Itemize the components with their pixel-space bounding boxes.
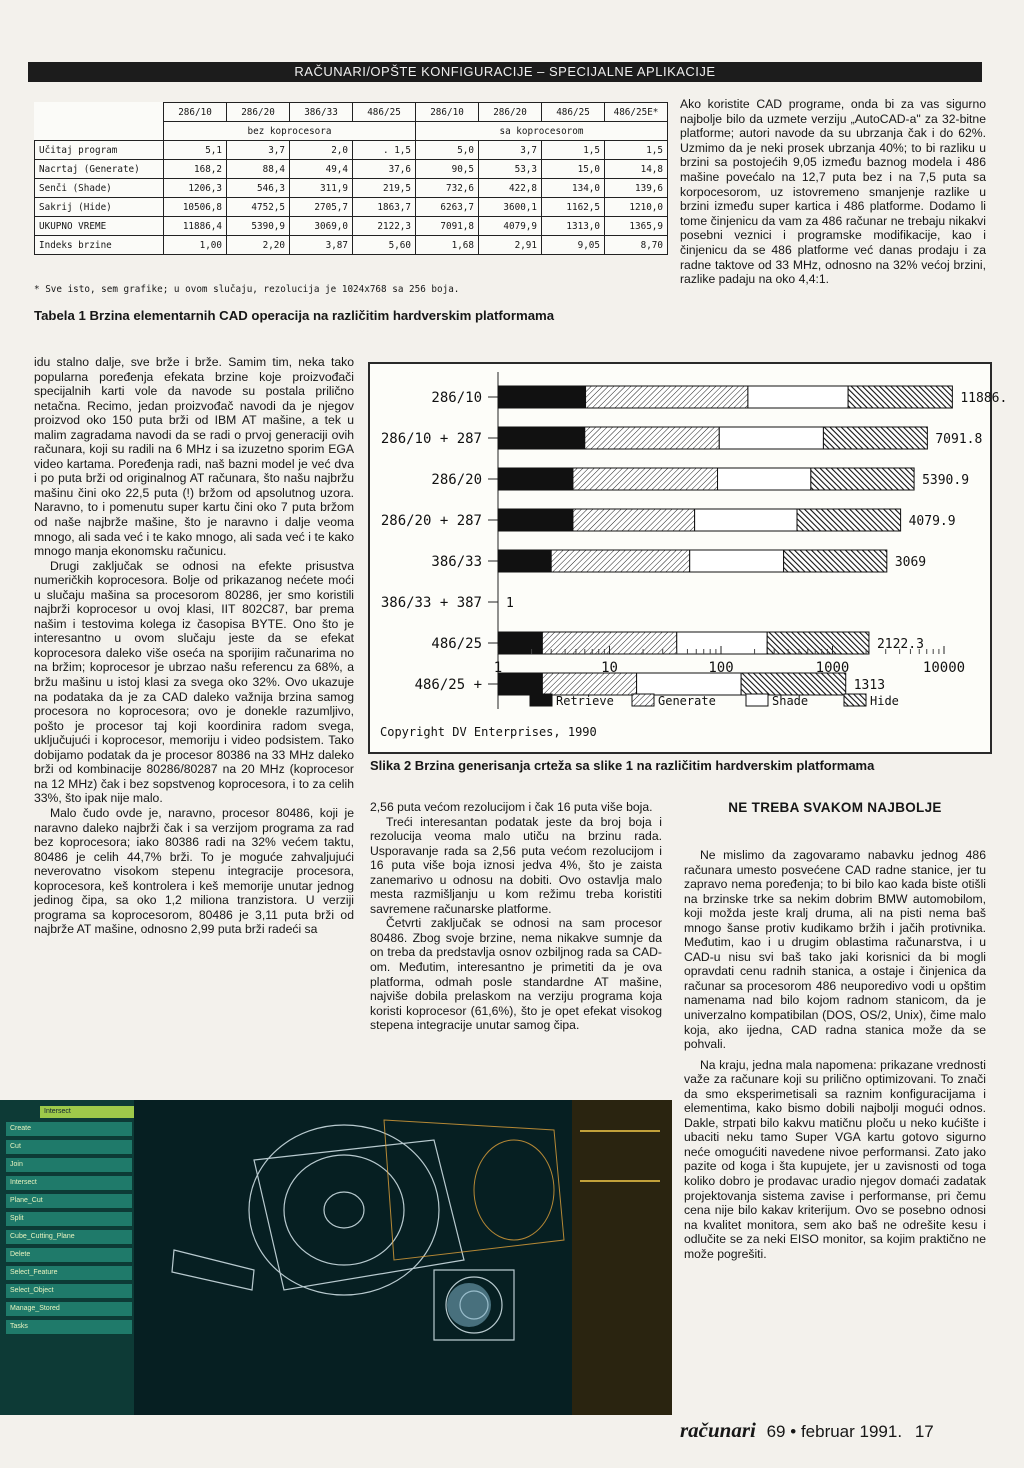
- col-header: 286/10: [416, 103, 479, 122]
- bar-segment-hide: [797, 509, 901, 531]
- bar-segment-retrieve: [498, 386, 586, 408]
- category-label: 286/20: [431, 472, 482, 488]
- table-cell: 8,70: [605, 236, 668, 255]
- bar-segment-generate: [542, 673, 636, 695]
- table-cell: 2,20: [227, 236, 290, 255]
- table-cell: 732,6: [416, 179, 479, 198]
- cad-menu-item: Cube_Cutting_Plane: [6, 1230, 132, 1245]
- row-label: Indeks brzine: [35, 236, 164, 255]
- table-cell: 219,5: [353, 179, 416, 198]
- table-cell: 10506,8: [164, 198, 227, 217]
- table-row: [35, 160, 668, 179]
- bar-segment-generate: [585, 427, 720, 449]
- col-header: 486/25E*: [605, 103, 668, 122]
- table-cell: 3600,1: [479, 198, 542, 217]
- col-header: 486/25: [542, 103, 605, 122]
- x-tick-label: 1: [493, 660, 503, 676]
- section-header-bar: RAČUNARI/OPŠTE KONFIGURACIJE – SPECIJALNE APLIKACIJE: [28, 62, 982, 82]
- table-cell: 5,0: [416, 141, 479, 160]
- legend-label: Retrieve: [556, 694, 614, 708]
- table-row: [35, 236, 668, 255]
- table-cell: 1162,5: [542, 198, 605, 217]
- legend-swatch-shade: [746, 694, 768, 706]
- bar-segment-shade: [677, 632, 767, 654]
- right-column: [684, 848, 986, 1261]
- right-top-paragraph: Ako koristite CAD programe, onda bi za vas sigurno najbolje bilo da uzmete verziju „AutoCAD-a" za 32-bitne platforme; autori navode da su ubrzanja čak i do 62%. Uzmimo da je neki prosek ubrzanja 40%; to bi razliku u brzini sa postojećih 9,05 između baznog modela i 486 mašine povećalo na 12,7 puta bez i na 7,5 puta sa korpocesorom, uz istovremeno smanjenje razlike u brzini između super kartica i 486 platforme. Dodamo li tome činjenicu da vam za 486 računar ne trebaju nikakvi posebni veznici i programske modifikacije, kao i činjenicu da se 486 platforme već danas prodaju i za radne taktove od 33 MHz, odnosno na 32% većoj brzini, razlike padaju na oko 4,4:1.: [680, 97, 986, 287]
- total-label: 5390.9: [922, 473, 970, 488]
- table-cell: 3,87: [290, 236, 353, 255]
- bar-segment-hide: [784, 550, 887, 572]
- col-header: 286/20: [479, 103, 542, 122]
- table-cell: . 1,5: [353, 141, 416, 160]
- table-cell: 1210,0: [605, 198, 668, 217]
- cad-menu-item: Manage_Stored: [6, 1302, 132, 1317]
- legend-swatch-retrieve: [530, 694, 552, 706]
- table-cell: 5,1: [164, 141, 227, 160]
- bar-segment-retrieve: [498, 509, 573, 531]
- row-label: UKUPNO VREME: [35, 217, 164, 236]
- total-label: 3069: [894, 555, 927, 570]
- cad-menu-item: Select_Object: [6, 1284, 132, 1299]
- col-header: 286/20: [227, 103, 290, 122]
- col-header: 486/25: [353, 103, 416, 122]
- table-cell: 1863,7: [353, 198, 416, 217]
- table-cell: 90,5: [416, 160, 479, 179]
- cad-menu-top: Intersect: [40, 1106, 134, 1118]
- issue-date: februar 1991.: [800, 1422, 903, 1441]
- table-cell: 88,4: [227, 160, 290, 179]
- table-cell: 5390,9: [227, 217, 290, 236]
- total-label: 1313: [853, 678, 886, 693]
- legend-label: Shade: [772, 694, 809, 708]
- legend-swatch-hide: [844, 694, 866, 706]
- cad-drawing: [134, 1100, 672, 1415]
- table-cell: 53,3: [479, 160, 542, 179]
- bar-chart: [370, 364, 1008, 752]
- cad-menu-item: Join: [6, 1158, 132, 1173]
- table-cell: 1206,3: [164, 179, 227, 198]
- table-cell: 311,9: [290, 179, 353, 198]
- bar-chart-frame: [368, 362, 1008, 754]
- bar-segment-generate: [551, 550, 690, 572]
- table-cell: 11886,4: [164, 217, 227, 236]
- table-cell: 1313,0: [542, 217, 605, 236]
- table-footnote: * Sve isto, sem grafike; u ovom slučaju, rezolucija je 1024x768 sa 256 boja.: [34, 284, 460, 295]
- table-cell: 422,8: [479, 179, 542, 198]
- table-cell: 2705,7: [290, 198, 353, 217]
- bar-segment-retrieve: [498, 550, 551, 572]
- total-label: 11886.: [960, 391, 1008, 406]
- cad-menu-item: Select_Feature: [6, 1266, 132, 1281]
- table-cell: 14,8: [605, 160, 668, 179]
- table-caption: Tabela 1 Brzina elementarnih CAD operacija na različitim hardverskim platformama: [34, 308, 555, 323]
- legend-label: Generate: [658, 694, 716, 708]
- bar-segment-retrieve: [498, 632, 542, 654]
- col-header: 286/10: [164, 103, 227, 122]
- middle-paragraph: 2,56 puta većom rezolucijom i čak 16 puta više boja.: [370, 800, 653, 814]
- row-label: Sakrij (Hide): [35, 198, 164, 217]
- total-label: 4079.9: [908, 514, 956, 529]
- bar-segment-hide: [823, 427, 927, 449]
- cad-menu-item: Tasks: [6, 1320, 132, 1335]
- table-cell: 1365,9: [605, 217, 668, 236]
- legend-swatch-generate: [632, 694, 654, 706]
- table-cell: 168,2: [164, 160, 227, 179]
- category-label: 386/33: [431, 554, 482, 570]
- category-label: 286/10: [431, 390, 482, 406]
- table-cell: 49,4: [290, 160, 353, 179]
- bar-segment-shade: [748, 386, 848, 408]
- cad-menu-item: Delete: [6, 1248, 132, 1263]
- cad-menu-item: Cut: [6, 1140, 132, 1155]
- section-heading: NE TREBA SVAKOM NAJBOLJE: [728, 800, 942, 815]
- bar-segment-generate: [586, 386, 748, 408]
- middle-column: [370, 800, 662, 1033]
- speed-table: [34, 102, 668, 255]
- x-tick-label: 1000: [815, 660, 850, 676]
- left-paragraph: Drugi zaključak se odnosi na efekte prisustva numeričkih koprocesora. Bolje od prikazanog nećete moći u slučaju mašina sa procesorom 80286, jer smo koristili najbrži koprocesor u ovoj klasi, IIT 802C87, bar prema našim i testovima kolega iz časopisa BYTE. Ono što je interesantno u ovom slučaju jeste da se efekat koprocesora daleko više oseća na sporijim računarima no na bržim; koprocesor je ubrzao našu referencu za 68%, a bržu mašinu u istoj klasi za svega oko 32%. Ovo ukazuje na podataka da je za CAD daleko važnija brzina samog procesora no koprocesora; ovo je donekle razumljivo, pošto je procesor taj koji koordinira radom svega, uključujući i koprocesor, memoriju i video podsistem. Tako dobijamo podatak da je procesor 80386 na 33 MHz daleko brži od kombinacije 80286/80287 na 20 MHz (koprocesor na 12 MHz) čak i bez sopstvenog koprocesora, i to za celih 33%, što ipak nije malo.: [34, 558, 354, 806]
- x-tick-label: 10: [601, 660, 618, 676]
- table-cell: 3069,0: [290, 217, 353, 236]
- bar-segment-hide: [741, 673, 846, 695]
- middle-paragraph: Treći interesantan podatak jeste da broj boja i rezolucija veoma malo utiču na brzinu rada. Usporavanje rada sa 2,56 puta većom rezolucijom i 16 puta više boja iznosi jedva 4%, što je zaista zanemarivo u odnosu na dobiti. Ovo ostavlja malo mesta razmišljanju u kom režimu treba koristiti savremene računarske platforme.: [370, 814, 662, 916]
- bar-segment-shade: [718, 468, 811, 490]
- category-label: 286/20 + 287: [380, 513, 482, 529]
- cad-menu-item: Plane_Cut: [6, 1194, 132, 1209]
- bar-segment-shade: [690, 550, 784, 572]
- table-row: [35, 179, 668, 198]
- table-cell: 134,0: [542, 179, 605, 198]
- cad-menu-item: Intersect: [6, 1176, 132, 1191]
- category-label: 286/10 + 287: [380, 431, 482, 447]
- table-cell: 5,60: [353, 236, 416, 255]
- bar-segment-retrieve: [498, 673, 542, 695]
- table-cell: 2,91: [479, 236, 542, 255]
- bar-segment-shade: [719, 427, 823, 449]
- table-cell: 3,7: [479, 141, 542, 160]
- group-header-copro: sa koprocesorom: [416, 122, 668, 141]
- page-footer: [680, 1418, 990, 1440]
- table-cell: 15,0: [542, 160, 605, 179]
- table-cell: 546,3: [227, 179, 290, 198]
- bar-segment-generate: [573, 509, 695, 531]
- table-row: [35, 217, 668, 236]
- group-header-no-copro: bez koprocesora: [164, 122, 416, 141]
- table-row: [35, 141, 668, 160]
- table-cell: 6263,7: [416, 198, 479, 217]
- cad-menu-item: Split: [6, 1212, 132, 1227]
- table-cell: 4079,9: [479, 217, 542, 236]
- legend-label: Hide: [870, 694, 899, 708]
- table-cell: 1,00: [164, 236, 227, 255]
- chart-copyright: Copyright DV Enterprises, 1990: [380, 725, 597, 739]
- row-label: Senči (Shade): [35, 179, 164, 198]
- table-cell: 1,5: [605, 141, 668, 160]
- row-label: Nacrtaj (Generate): [35, 160, 164, 179]
- cad-screenshot-photo: [0, 1100, 672, 1415]
- bar-segment-retrieve: [498, 427, 585, 449]
- chart-caption: Slika 2 Brzina generisanja crteža sa slike 1 na različitim hardverskim platformama: [370, 758, 875, 773]
- cad-menu-item: Create: [6, 1122, 132, 1137]
- category-label: 386/33 + 387: [380, 595, 482, 611]
- table-row: [35, 198, 668, 217]
- table-cell: 7091,8: [416, 217, 479, 236]
- bar-segment-hide: [767, 632, 869, 654]
- left-paragraph: Malo čudo ovde je, naravno, procesor 80486, koji je naravno daleko najbrži čak i sa verzijom programa za rad bez koprocesora; iako 80386 radi na 32% većem taktu, 80486 je celih 44,7% brži. To je moguće zahvaljujući neverovatno visokom stepenu integracije procesora, koprocesora, keš kontrolera i keš memorije unutar jednog jedinog čipa, sa oko 1,2 miliona tranzistora. U verziji programa sa koprocesorom, 80486 je 3,11 puta brži od najbrže AT mašine, odnosno 2,99 puta brži radeći sa: [34, 805, 354, 937]
- bar-segment-shade: [695, 509, 797, 531]
- col-header: 386/33: [290, 103, 353, 122]
- right-paragraph: Ne mislimo da zagovaramo nabavku jednog 486 računara umesto posvećene CAD radne stanice, jer tu zapravo nema poređenja; to bi bilo kao kada biste otišli na brzinske trke sa nekim dobrim BMW automobilom, koji možda jeste kralj druma, ali na pisti nema baš mnogo šanse protiv kudikamo bržih i jačih protivnika. Međutim, kao i u drugim oblastima računarstva, i u CAD-u nisu svi baš tako jaki korisnici da bi mogli opravdati cenu radnih stanica, a ostaje i činjenica da računar sa procesorom 486 neuporedivo vodi u opštim namenama nad bilo kojom radnom stanicom, da je univerzalno kompatibilan (DOS, OS/2, Unix), čime malo koja, ako ijedna, CAD radna stanica može da se pohvali.: [684, 848, 986, 1052]
- footer-bullet: •: [790, 1422, 797, 1441]
- left-column: [34, 355, 354, 937]
- x-tick-label: 100: [708, 660, 734, 676]
- bar-segment-retrieve: [498, 468, 573, 490]
- table-cell: 37,6: [353, 160, 416, 179]
- bar-segment-hide: [848, 386, 952, 408]
- table-cell: 1,5: [542, 141, 605, 160]
- table-cell: 2,0: [290, 141, 353, 160]
- bar-segment-hide: [811, 468, 914, 490]
- table-cell: 3,7: [227, 141, 290, 160]
- total-label: 1: [506, 596, 514, 611]
- middle-paragraph: Četvrti zaključak se odnosi na sam procesor 80486. Zbog svoje brzine, nema nikakve sumnje da on treba da predstavlja osnov ozbiljnog rada sa CAD-om. Međutim, interesantno je primetiti da je ova platforma, odmah posle standardne AT mašine, najviše dobila prelaskom na verziju programa koja koristi koprocesor (61,6%), što je opet efekat visokog stepena integracije unutar samog čipa.: [370, 916, 662, 1033]
- table-cell: 139,6: [605, 179, 668, 198]
- table-cell: 9,05: [542, 236, 605, 255]
- issue-number: 69: [766, 1422, 786, 1441]
- left-paragraph: idu stalno dalje, sve brže i brže. Samim tim, neka tako popularna poređenja efekata brzine koje proizvođači specijalnih karti vole da navode su postala prilično netačna. Recimo, jedan proizvođač navodi da je njegov proizvod oko 150 puta brži od IBM AT mašine, a tek u malim zagradama navodi da se radi o prvoj generaciji ovih računara, koji su radili na 6 MHz i sa izuzetno sporim EGA video kartama. Poređenja radi, naš bazni model je već dva i po puta brži od originalnog AT računara, što našu najbržu mašinu čini oko 22,5 puta (!) bržom od apsolutnog uzora. Naravno, to i pomenutu super kartu čini oko 7 puta bržom od naše najbrže mašine, što je naravno i dalje veoma mnogo, ali sada već i te kako mnogo, ali sada već i te kako mnogo manja ekonomsku računicu.: [34, 355, 354, 559]
- right-paragraph: Na kraju, jedna mala napomena: prikazane vrednosti važe za računare koji su prilično optimizovani. To znači da smo eksperimetisali sa raznim konfiguracijama i elementima, kako bismo dobili najbolji mogući odnos. Dakle, strpati bilo kakvu matičnu ploču u neko kućište i ubaciti neku tamo Super VGA kartu gotovo sigurno neće omogućiti navedene nivoe performansi. Zato jako pazite od koga i šta kupujete, jer u zavisnosti od toga koliko dobro je prodavac uradio njegov domaći zadatak projektovanja sistema zavise i performanse, pri čemu cena nije bilo kakav kriterijum. Ovo se posebno odnosi na kvalitet monitora, sem ako baš ne odrešite kesu i odlučite se za neki EISO monitor, sa kojim praktično ne može pogrešiti.: [684, 1057, 986, 1261]
- total-label: 2122.3: [876, 637, 924, 652]
- category-label: 486/25 +: [414, 677, 482, 693]
- page-number: 17: [914, 1422, 934, 1441]
- table-cell: 1,68: [416, 236, 479, 255]
- table-cell: 4752,5: [227, 198, 290, 217]
- table-cell: 2122,3: [353, 217, 416, 236]
- x-tick-label: 10000: [922, 660, 966, 676]
- category-label: 486/25: [431, 636, 482, 652]
- total-label: 7091.8: [935, 432, 983, 447]
- bar-segment-generate: [573, 468, 718, 490]
- bar-segment-shade: [637, 673, 742, 695]
- magazine-name: računari: [680, 1418, 756, 1442]
- row-label: Učitaj program: [35, 141, 164, 160]
